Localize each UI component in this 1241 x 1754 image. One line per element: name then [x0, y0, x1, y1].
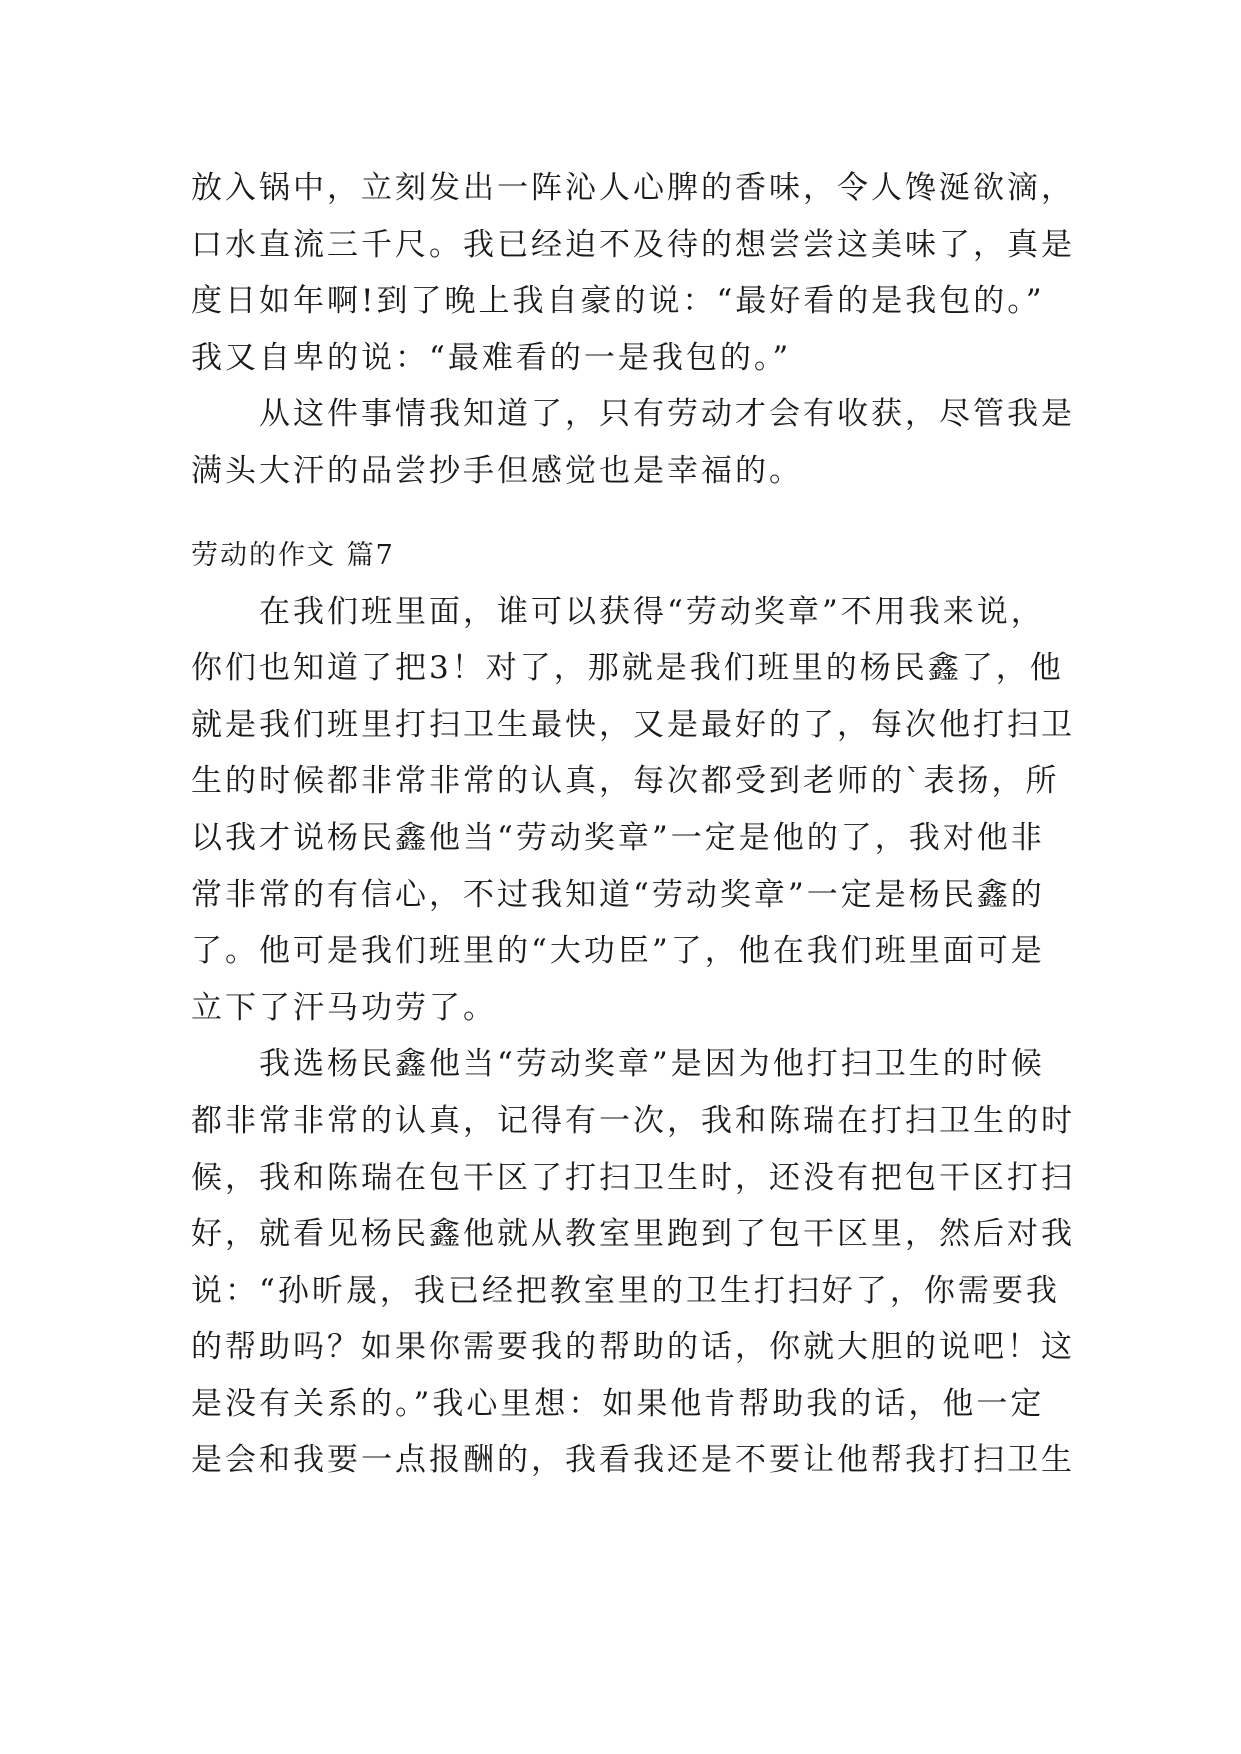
text-line: 度日如年啊!到了晚上我自豪的说：“最好看的是我包的。”	[191, 283, 1045, 320]
paragraph-story	[191, 1036, 1075, 1489]
section-heading: 劳动的作文 篇7	[191, 539, 395, 571]
paragraph-conclusion	[191, 386, 1075, 499]
text-line: 我选杨民鑫他当“劳动奖章”是因为他打扫卫生的时候	[259, 1046, 1045, 1083]
text-line: 候，我和陈瑞在包干区了打扫卫生时，还没有把包干区打扫	[191, 1159, 1075, 1196]
text-line: 放入锅中，立刻发出一阵沁人心脾的香味，令人馋涎欲滴，	[191, 170, 1075, 206]
text-line: 常非常的有信心，不过我知道“劳动奖章”一定是杨民鑫的	[191, 876, 1045, 913]
text-line: 就是我们班里打扫卫生最快，又是最好的了，每次他打扫卫	[191, 706, 1075, 743]
text-line: 从这件事情我知道了，只有劳动才会有收获，尽管我是	[259, 396, 1075, 433]
text-line: 生的时候都非常非常的认真，每次都受到老师的`表扬，所	[191, 763, 1060, 800]
text-line: 说：“孙昕晟，我已经把教室里的卫生打扫好了，你需要我	[191, 1272, 1060, 1309]
text-line: 的帮助吗？如果你需要我的帮助的话，你就大胆的说吧！这	[191, 1329, 1075, 1366]
text-line: 你们也知道了把3！对了，那就是我们班里的杨民鑫了，他	[191, 650, 1064, 687]
section-gap	[191, 500, 1061, 528]
paragraph-continuation	[191, 160, 1075, 386]
text-line: 以我才说杨民鑫他当“劳动奖章”一定是他的了，我对他非	[191, 819, 1045, 856]
text-line: 是没有关系的。”我心里想：如果他肯帮助我的话，他一定	[191, 1385, 1045, 1422]
text-line: 口水直流三千尺。我已经迫不及待的想尝尝这美味了，真是	[191, 226, 1075, 263]
text-line: 都非常非常的认真，记得有一次，我和陈瑞在打扫卫生的时	[191, 1102, 1075, 1139]
text-line: 好，就看见杨民鑫他就从教室里跑到了包干区里，然后对我	[191, 1216, 1075, 1253]
text-line: 了。他可是我们班里的“大功臣”了，他在我们班里面可是	[191, 933, 1045, 970]
page-content	[191, 160, 1075, 1489]
text-line: 我又自卑的说：“最难看的一是我包的。”	[191, 339, 792, 376]
text-line: 在我们班里面，谁可以获得“劳动奖章”不用我来说，	[259, 593, 1045, 630]
text-line: 满头大汗的品尝抄手但感觉也是幸福的。	[191, 452, 803, 489]
paragraph-intro	[191, 584, 1075, 1037]
text-line: 立下了汗马功劳了。	[191, 989, 497, 1026]
text-line: 是会和我要一点报酬的，我看我还是不要让他帮我打扫卫生	[191, 1442, 1075, 1479]
